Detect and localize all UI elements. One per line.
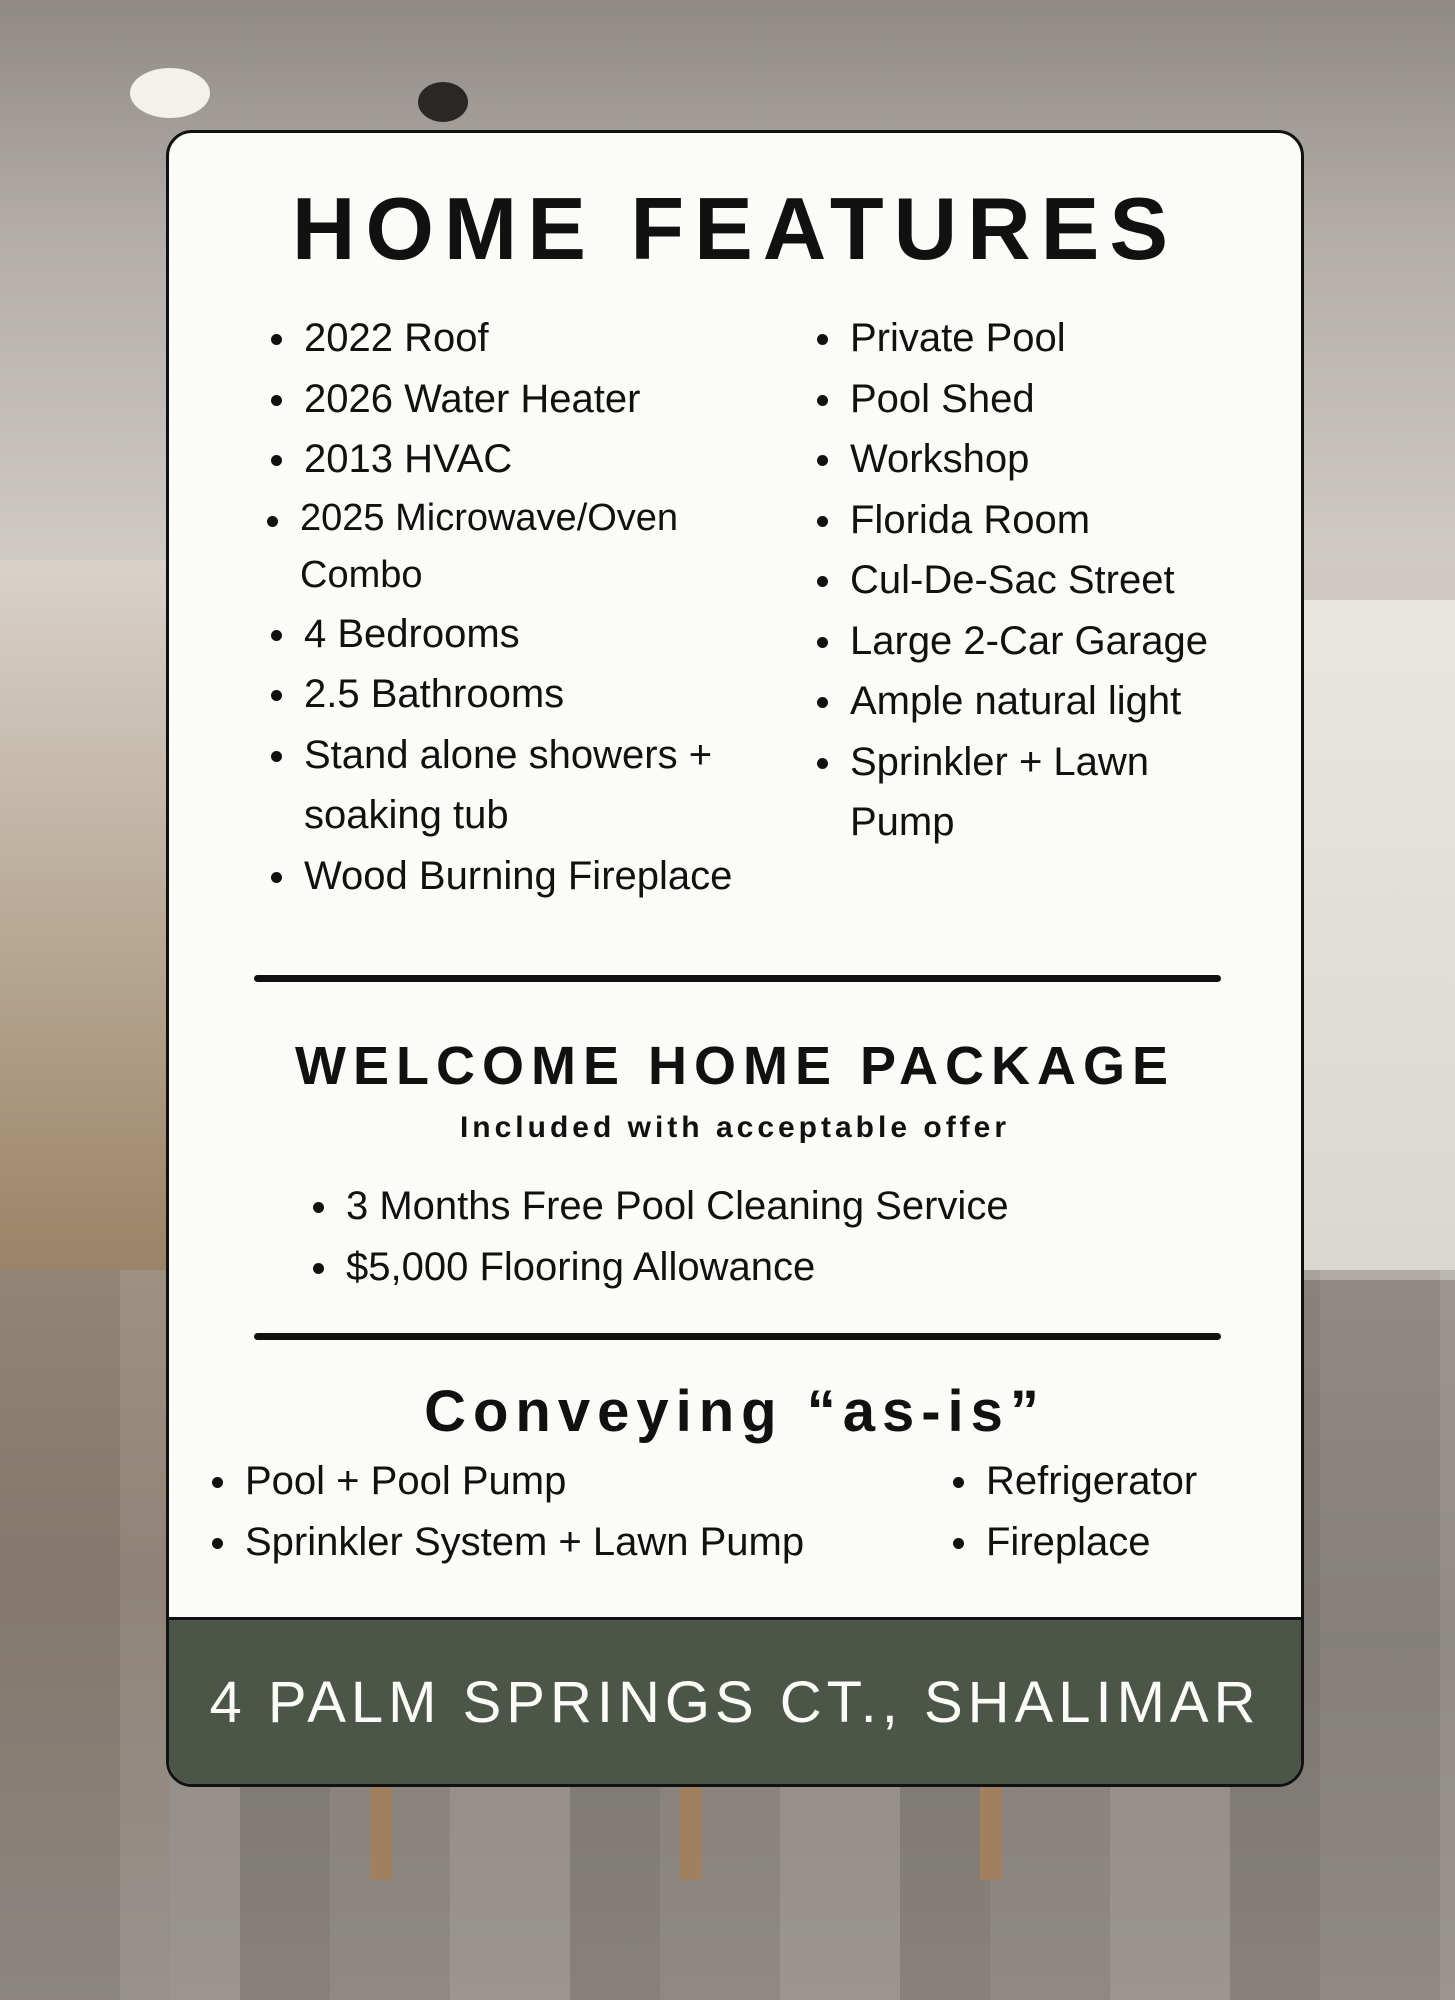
- list-item: Ample natural light: [850, 671, 1250, 732]
- list-item: 2025 Microwave/Oven Combo: [300, 490, 720, 604]
- easel-leg: [680, 1780, 702, 1880]
- conveying-list-right: [986, 1451, 1286, 1572]
- address: 4 PALM SPRINGS CT., SHALIMAR: [209, 1669, 1261, 1735]
- background-cabinet: [1300, 600, 1455, 1280]
- conveying-title: Conveying “as-is”: [424, 1379, 1046, 1444]
- list-item: 2026 Water Heater: [304, 369, 704, 430]
- list-item: 2.5 Bathrooms: [304, 664, 704, 725]
- divider: [254, 1333, 1221, 1340]
- list-item: Florida Room: [850, 490, 1250, 551]
- list-item: Pool + Pool Pump: [245, 1451, 845, 1512]
- sign-board: [166, 130, 1304, 1787]
- welcome-package-title: WELCOME HOME PACKAGE: [295, 1036, 1175, 1096]
- list-item: Stand alone showers + soaking tub: [304, 725, 744, 846]
- welcome-package-subtitle: Included with acceptable offer: [459, 1111, 1011, 1144]
- list-item: Fireplace: [986, 1512, 1286, 1573]
- list-item: Sprinkler + Lawn Pump: [850, 732, 1180, 853]
- list-item: Refrigerator: [986, 1451, 1286, 1512]
- list-item: Wood Burning Fireplace: [304, 846, 774, 907]
- home-features-title: HOME FEATURES: [291, 179, 1179, 278]
- ceiling-fixture: [418, 82, 468, 122]
- list-item: $5,000 Flooring Allowance: [346, 1237, 1146, 1298]
- easel-leg: [980, 1780, 1002, 1880]
- list-item: 2022 Roof: [304, 308, 704, 369]
- features-list-right: [850, 308, 1250, 853]
- list-item: Large 2-Car Garage: [850, 611, 1250, 672]
- list-item: Pool Shed: [850, 369, 1250, 430]
- divider: [254, 975, 1221, 982]
- list-item: Workshop: [850, 429, 1250, 490]
- list-item: Private Pool: [850, 308, 1250, 369]
- ceiling-light: [130, 68, 210, 118]
- easel-leg: [370, 1780, 392, 1880]
- list-item: Sprinkler System + Lawn Pump: [245, 1512, 845, 1573]
- list-item: 2013 HVAC: [304, 429, 704, 490]
- list-item: 3 Months Free Pool Cleaning Service: [346, 1176, 1146, 1237]
- features-list-left: [300, 308, 733, 906]
- list-item: Cul-De-Sac Street: [850, 550, 1250, 611]
- welcome-package-list: [346, 1176, 1146, 1297]
- address-banner: [169, 1617, 1301, 1784]
- list-item: 4 Bedrooms: [304, 604, 704, 665]
- conveying-list-left: [245, 1451, 845, 1572]
